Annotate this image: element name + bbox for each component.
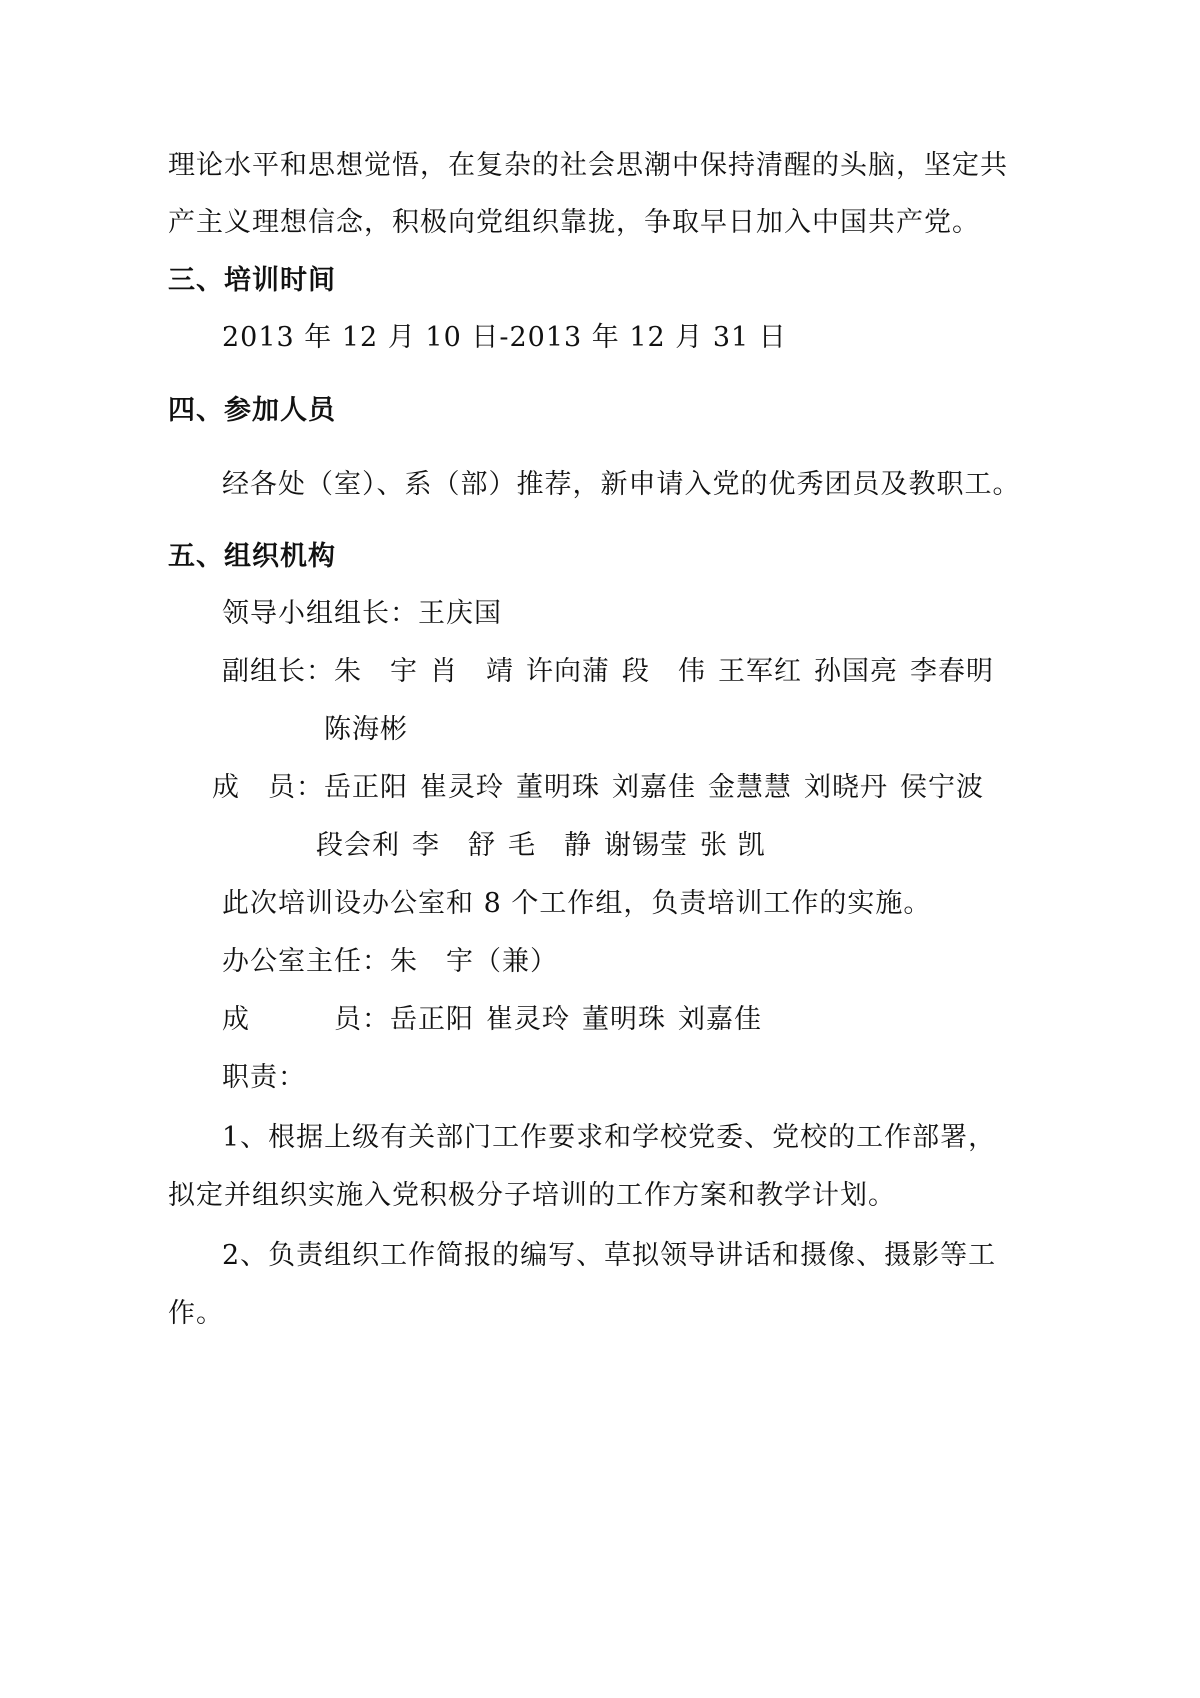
section-5-heading: 五、组织机构 <box>168 541 336 572</box>
member-name: 谢锡莹 <box>604 830 688 861</box>
training-period: 2013 年 12 月 10 日-2013 年 12 月 31 日 <box>222 322 787 353</box>
deputies-row-2 <box>324 710 408 750</box>
office-director: 办公室主任：朱 宇（兼） <box>222 946 558 977</box>
member-name: 张 凯 <box>700 830 766 861</box>
deputy-label: 副组长： <box>222 656 334 687</box>
member-name: 金慧慧 <box>708 772 792 803</box>
member-name: 侯宁波 <box>900 772 984 803</box>
deputy-name: 许向蒲 <box>526 656 610 687</box>
member-name: 崔灵玲 <box>420 772 504 803</box>
members-row-2 <box>316 826 766 866</box>
duty-1-line-2: 拟定并组织实施入党积极分子培训的工作方案和教学计划。 <box>168 1180 896 1211</box>
office-member-name: 刘嘉佳 <box>678 1004 762 1035</box>
member-name: 李 舒 <box>412 830 496 861</box>
office-member-name: 崔灵玲 <box>486 1004 570 1035</box>
members-row-1 <box>212 768 984 808</box>
section-4-heading: 四、参加人员 <box>168 395 336 426</box>
member-name: 段会利 <box>316 830 400 861</box>
members-label: 成 员： <box>212 772 324 803</box>
duties-label: 职责： <box>222 1062 306 1093</box>
intro-line-2: 产主义理想信念，积极向党组织靠拢，争取早日加入中国共产党。 <box>168 207 980 238</box>
office-member-name: 岳正阳 <box>390 1004 474 1035</box>
member-name: 刘晓丹 <box>804 772 888 803</box>
member-name: 毛 静 <box>508 830 592 861</box>
duty-2-line-1: 2、负责组织工作简报的编写、草拟领导讲话和摄像、摄影等工 <box>222 1240 997 1271</box>
office-intro: 此次培训设办公室和 8 个工作组，负责培训工作的实施。 <box>222 888 932 919</box>
deputy-name: 朱 宇 <box>334 656 418 687</box>
duty-2-line-2: 作。 <box>168 1298 224 1329</box>
intro-line-1: 理论水平和思想觉悟，在复杂的社会思潮中保持清醒的头脑，坚定共 <box>168 150 1008 181</box>
member-name: 岳正阳 <box>324 772 408 803</box>
member-name: 刘嘉佳 <box>612 772 696 803</box>
deputy-name: 孙国亮 <box>814 656 898 687</box>
deputy-name: 肖 靖 <box>430 656 514 687</box>
leader-line: 领导小组组长：王庆国 <box>222 598 502 629</box>
deputy-name: 段 伟 <box>622 656 706 687</box>
office-member-name: 董明珠 <box>582 1004 666 1035</box>
deputy-name: 李春明 <box>910 656 994 687</box>
deputy-name: 王军红 <box>718 656 802 687</box>
duty-1-line-1: 1、根据上级有关部门工作要求和学校党委、党校的工作部署， <box>222 1122 997 1153</box>
deputy-name: 陈海彬 <box>324 714 408 745</box>
office-members-label: 成 员： <box>222 1004 390 1035</box>
member-name: 董明珠 <box>516 772 600 803</box>
deputies-row-1 <box>222 652 994 692</box>
section-3-heading: 三、培训时间 <box>168 265 336 296</box>
participants-text: 经各处（室）、系（部）推荐，新申请入党的优秀团员及教职工。 <box>222 469 1021 500</box>
office-members-row <box>222 1000 762 1040</box>
